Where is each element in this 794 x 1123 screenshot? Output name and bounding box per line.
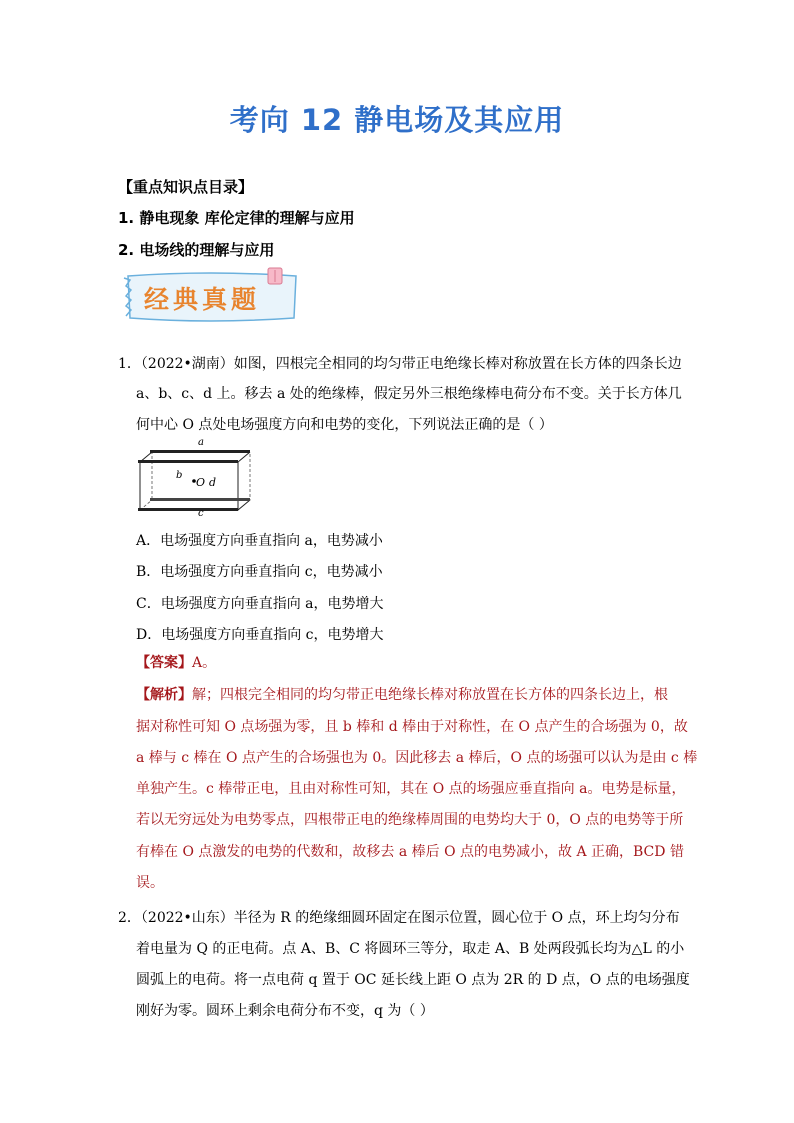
- q1-option-d: D．电场强度方向垂直指向 c，电势增大: [136, 627, 384, 643]
- q1-analysis-line-6: 有棒在 O 点激发的电势的代数和，故移去 a 棒后 O 点的电势减小，故 A 正确，BCD 错: [136, 844, 684, 860]
- q1-analysis-line-4: 单独产生。c 棒带正电，且由对称性可知，其在 O 点的场强应垂直指向 a。电势是标量，: [136, 781, 686, 797]
- answer-value: A。: [192, 655, 217, 671]
- analysis-text-1: 解；四根完全相同的均匀带正电绝缘长棒对称放置在长方体的四条长边上，根: [192, 687, 668, 703]
- toc-item-1: 1. 静电现象 库伦定律的理解与应用: [118, 209, 355, 227]
- q1-analysis-line-1: [136, 688, 668, 702]
- q1-analysis-line-5: 若以无穷远处为电势零点，四根带正电的绝缘棒周围的电势均大于 0，O 点的电势等于所: [136, 812, 684, 828]
- q2-line-3: 圆弧上的电荷。将一点电荷 q 置于 OC 延长线上距 O 点为 2R 的 D 点，O 点的电场强度: [136, 972, 690, 988]
- q1-option-c: C．电场强度方向垂直指向 a，电势增大: [136, 596, 384, 612]
- toc-heading: 【重点知识点目录】: [118, 178, 254, 196]
- section-banner: [118, 266, 302, 326]
- q1-figure: [134, 437, 258, 522]
- toc-item-2: 2. 电场线的理解与应用: [118, 241, 275, 259]
- q2-line-2: 着电量为 Q 的正电荷。点 A、B、C 将圆环三等分，取走 A、B 处两段弧长均为△L 的小: [136, 941, 685, 957]
- label-c: c: [198, 508, 204, 519]
- q1-analysis-line-7: 误。: [136, 875, 164, 891]
- label-b: b: [176, 470, 183, 481]
- q1-analysis-line-2: 据对称性可知 O 点场强为零，且 b 棒和 d 棒由于对称性，在 O 点产生的合场强为 0，故: [136, 719, 688, 735]
- q1-analysis-line-3: a 棒与 c 棒在 O 点产生的合场强也为 0。因此移去 a 棒后，O 点的场强可以认为是由 c 棒: [136, 750, 698, 766]
- banner-label: 经典真题: [144, 285, 261, 314]
- q1-line-1: 1．（2022•湖南）如图，四根完全相同的均匀带正电绝缘长棒对称放置在长方体的四条长边: [118, 356, 682, 372]
- q1-option-b: B．电场强度方向垂直指向 c，电势减小: [136, 564, 383, 580]
- q1-line-2: a、b、c、d 上。移去 a 处的绝缘棒，假定另外三根绝缘棒电荷分布不变。关于长方体几: [136, 386, 682, 402]
- q1-option-a: A．电场强度方向垂直指向 a，电势减小: [136, 533, 383, 549]
- q1-line-3: 何中心 O 点处电场强度方向和电势的变化，下列说法正确的是（ ）: [136, 417, 553, 433]
- q2-line-1: 2．（2022•山东）半径为 R 的绝缘细圆环固定在图示位置，圆心位于 O 点，环上均匀分布: [118, 910, 680, 926]
- q2-line-4: 刚好为零。圆环上剩余电荷分布不变，q 为（ ）: [136, 1003, 434, 1019]
- answer-label: 【答案】: [136, 655, 192, 671]
- label-a: a: [198, 437, 204, 448]
- label-d: d: [209, 476, 217, 489]
- page-title: 考向 12 静电场及其应用: [229, 103, 565, 137]
- q1-answer: [136, 656, 216, 670]
- analysis-label: 【解析】: [136, 687, 192, 703]
- label-o: O: [196, 476, 206, 489]
